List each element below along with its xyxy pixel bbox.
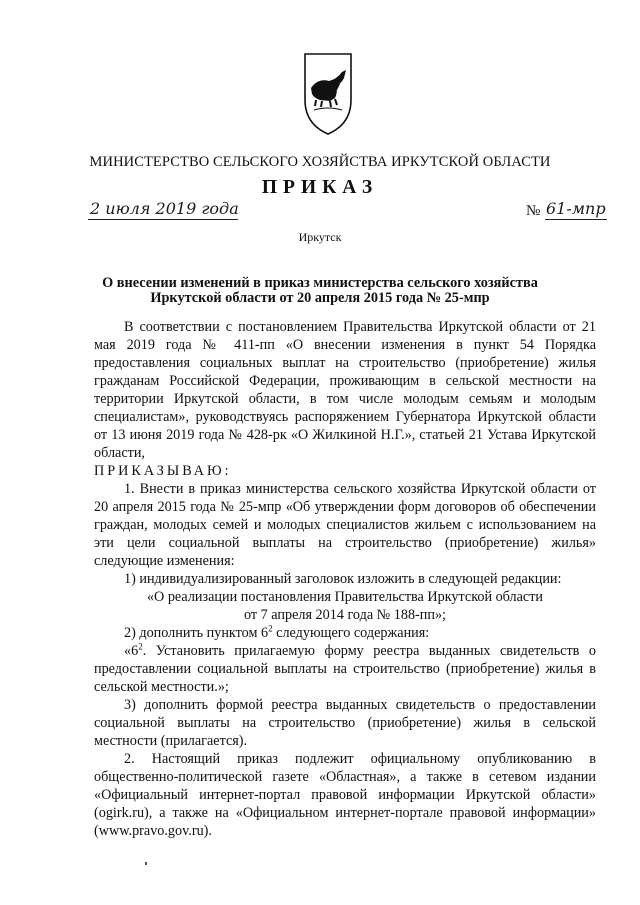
number-label: № bbox=[526, 203, 541, 219]
document-type-title: ПРИКАЗ bbox=[261, 177, 379, 198]
date-underline bbox=[88, 219, 238, 220]
coat-of-arms-emblem bbox=[302, 48, 354, 138]
order-heading bbox=[60, 276, 580, 306]
subclause-3-paragraph: 3) дополнить формой реестра выданных свидетельств о предоставлении социальной выплаты на строительство (приобретение) жилья в сельской местности (прилагается). bbox=[94, 697, 596, 749]
handwritten-date: 2 июля 2019 года bbox=[90, 199, 239, 218]
heading-line-2: Иркутской области от 20 апреля 2015 года № 25-мпр bbox=[150, 290, 490, 306]
quoted-title-line-2: от 7 апреля 2014 года № 188-пп»; bbox=[244, 607, 446, 623]
clause-2-paragraph: 2. Настоящий приказ подлежит официальному опубликованию в общественно-политической газете «Областная», а также в сетевом издании «Официальный интернет-портал правовой информации Иркутской области» (ogirk.ru), а также на «Официальном интернет-портале правовой информации» (www.pravo.gov.ru). bbox=[94, 751, 596, 839]
clause-1-paragraph: 1. Внести в приказ министерства сельского хозяйства Иркутской области от 20 апреля 2015 года № 25-мпр «Об утверждении форм договоров об обеспечении граждан, молодых семей и молодых специалистов жильем с использованием на эти цели социальной выплаты на строительство (приобретение) жилья» следующие изменения: bbox=[94, 481, 596, 569]
preamble-paragraph: В соответствии с постановлением Правительства Иркутской области от 21 мая 2019 года № 411-пп «О внесении изменения в пункт 54 Порядка предоставления социальных выплат на строительство (приобретение) жилья гражданам Российской Федерации, проживающим в сельской местности на территории Иркутской области, в том числе молодым семьям и молодым специалистам», руководствуясь распоряжением Губернатора Иркутской области от 13 июня 2019 года № 428-рк «О Жилкиной Н.Г.», статьей 21 Устава Иркутской области, bbox=[94, 319, 596, 461]
subclause-1-paragraph: 1) индивидуализированный заголовок изложить в следующей редакции: bbox=[124, 571, 562, 587]
order-word: ПРИКАЗЫВАЮ: bbox=[94, 463, 232, 479]
subclause-2-paragraph: 2) дополнить пунктом $6^2$ следующего содержания: bbox=[124, 623, 430, 641]
heading-line-1: О внесении изменений в приказ министерства сельского хозяйства bbox=[102, 275, 538, 291]
city-name: Иркутск bbox=[298, 230, 342, 244]
quoted-title-line-1: «О реализации постановления Правительства Иркутской области bbox=[146, 589, 544, 605]
ministry-name: МИНИСТЕРСТВО СЕЛЬСКОГО ХОЗЯЙСТВА ИРКУТСКОЙ ОБЛАСТИ bbox=[89, 154, 551, 170]
number-underline bbox=[545, 219, 607, 220]
new-point-paragraph: «$6^2$. Установить прилагаемую форму реестра выданных свидетельств о предоставлении социальной выплаты на строительство (приобретение) жилья в сельской местности.»; bbox=[94, 641, 596, 695]
scan-speck bbox=[145, 862, 147, 865]
handwritten-number: 61-мпр bbox=[546, 199, 606, 218]
document-body bbox=[94, 318, 596, 840]
